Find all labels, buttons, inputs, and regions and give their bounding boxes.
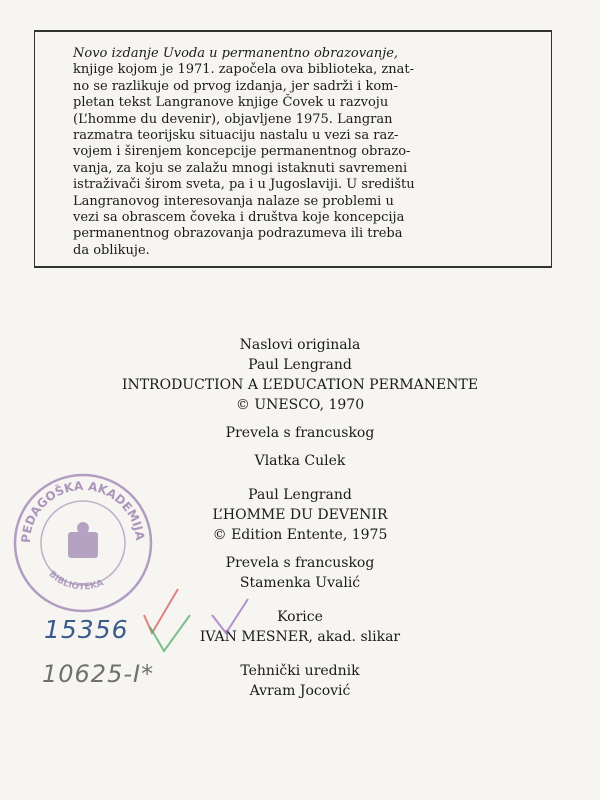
stamp-emblem-icon	[68, 522, 98, 558]
notice-line: istraživači širom sveta, pa i u Jugoslaviji. U središtu	[73, 177, 415, 193]
notice-line: vojem i širenjem koncepcije permanentnog obrazo-	[73, 144, 411, 160]
stamp-top-text: PEDAGOŠKA AKADEMIJA	[18, 478, 148, 544]
notice-line: vezi sa obrascem čoveka i društva koje koncepcija	[73, 210, 405, 226]
notice-line: no se razlikuje od prvog izdanja, jer sadrži i kom-	[73, 78, 398, 94]
editor-label: Tehnički urednik	[240, 663, 360, 679]
svg-text:BIBLIOTEKA	[47, 570, 106, 593]
cover-name: IVAN MESNER, akad. slikar	[199, 629, 401, 645]
original2-copyright: © Edition Entente, 1975	[212, 527, 388, 543]
notice-line: Langranovog interesovanja nalaze se problemi u	[73, 193, 394, 209]
original1-copyright: © UNESCO, 1970	[235, 397, 365, 413]
notice-line-text: Novo izdanje Uvoda u permanentno obrazovanje,	[73, 46, 399, 61]
original1-translator: Vlatka Culek	[254, 453, 346, 469]
pencil-checkmarks	[130, 585, 260, 665]
handwritten-number-1: 15356	[44, 615, 129, 644]
original2-title: L’HOMME DU DEVENIR	[212, 507, 388, 523]
notice-text	[73, 46, 509, 259]
cover-label: Korice	[277, 609, 323, 625]
original1-translated-label: Prevela s francuskog	[225, 425, 375, 441]
notice-line: permanentnog obrazovanja podrazumeva ili treba	[73, 226, 403, 242]
notice-line: knjige kojom je 1971. započela ova biblioteka, znat-	[73, 62, 414, 78]
editor-name: Avram Jocović	[249, 683, 351, 699]
original1-title: INTRODUCTION A L’EDUCATION PERMANENTE	[121, 377, 479, 393]
notice-line: razmatra teorijsku situaciju nastalu u vezi sa raz-	[73, 128, 399, 144]
original2-author: Paul Lengrand	[248, 487, 352, 503]
originals-heading: Naslovi originala	[239, 337, 361, 353]
original2-translator: Stamenka Uvalić	[239, 575, 361, 591]
notice-box	[34, 30, 552, 268]
original1-author: Paul Lengrand	[248, 357, 352, 373]
notice-line	[73, 46, 509, 62]
handwritten-number-2: 10625-I*	[42, 660, 155, 688]
stamp-bottom-text: BIBLIOTEKA	[46, 569, 106, 593]
notice-line: (L’homme du devenir), objavljene 1975. Langran	[73, 111, 393, 127]
original2-translated-label: Prevela s francuskog	[225, 555, 375, 571]
notice-line: pletan tekst Langranove knjige Čovek u razvoju	[73, 95, 389, 111]
notice-line: vanja, za koju se zalažu mnogi istaknuti savremeni	[73, 160, 408, 176]
notice-line: da oblikuje.	[73, 242, 150, 258]
